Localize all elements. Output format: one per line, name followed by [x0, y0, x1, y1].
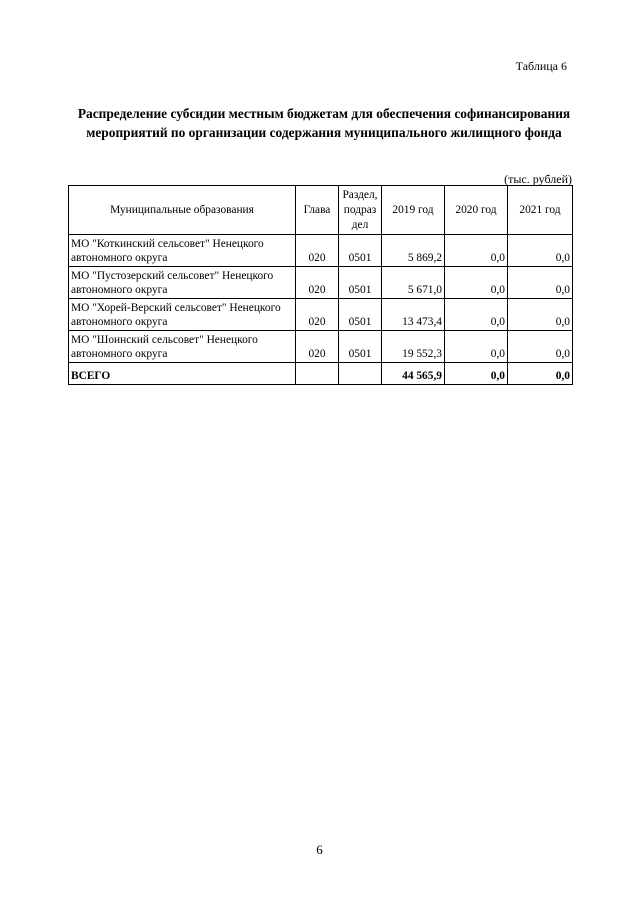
- glava-cell: 020: [296, 331, 339, 363]
- razdel-cell: 0501: [339, 267, 382, 299]
- value-2020-cell: 0,0: [445, 267, 508, 299]
- value-2019-cell: 5 869,2: [382, 235, 445, 267]
- total-label-cell: ВСЕГО: [69, 363, 296, 385]
- total-row: [69, 363, 573, 385]
- razdel-cell: 0501: [339, 235, 382, 267]
- municipality-cell: МО "Шоинский сельсовет" Ненецкого автономного округа: [69, 331, 296, 363]
- column-header-2019: 2019 год: [382, 186, 445, 235]
- glava-cell: 020: [296, 267, 339, 299]
- value-2021-cell: 0,0: [508, 235, 573, 267]
- total-2020-cell: 0,0: [445, 363, 508, 385]
- table-header-row: [69, 186, 573, 235]
- table-row: [69, 299, 573, 331]
- column-header-municipality: Муниципальные образования: [69, 186, 296, 235]
- total-2019-cell: 44 565,9: [382, 363, 445, 385]
- glava-cell: 020: [296, 299, 339, 331]
- razdel-cell: 0501: [339, 299, 382, 331]
- table-row: [69, 267, 573, 299]
- value-2020-cell: 0,0: [445, 331, 508, 363]
- document-title: [58, 104, 590, 142]
- page-number: 6: [316, 842, 323, 857]
- municipality-cell: МО "Коткинский сельсовет" Ненецкого автономного округа: [69, 235, 296, 267]
- municipality-cell: МО "Пустозерский сельсовет" Ненецкого автономного округа: [69, 267, 296, 299]
- subsidy-table: [68, 185, 573, 385]
- municipality-cell: МО "Хорей-Верский сельсовет" Ненецкого автономного округа: [69, 299, 296, 331]
- value-2021-cell: 0,0: [508, 331, 573, 363]
- title-line-2: мероприятий по организации содержания муниципального жилищного фонда: [86, 125, 562, 140]
- value-2021-cell: 0,0: [508, 267, 573, 299]
- value-2019-cell: 19 552,3: [382, 331, 445, 363]
- column-header-razdel: Раздел, подраз дел: [339, 186, 382, 235]
- total-razdel-cell: [339, 363, 382, 385]
- units-label: (тыс. рублей): [504, 172, 572, 186]
- column-header-2020: 2020 год: [445, 186, 508, 235]
- razdel-cell: 0501: [339, 331, 382, 363]
- total-2021-cell: 0,0: [508, 363, 573, 385]
- table-label: Таблица 6: [515, 59, 567, 73]
- title-line-1: Распределение субсидии местным бюджетам для обеспечения софинансирования: [77, 106, 571, 121]
- column-header-2021: 2021 год: [508, 186, 573, 235]
- glava-cell: 020: [296, 235, 339, 267]
- table-row: [69, 235, 573, 267]
- total-glava-cell: [296, 363, 339, 385]
- value-2020-cell: 0,0: [445, 299, 508, 331]
- value-2020-cell: 0,0: [445, 235, 508, 267]
- column-header-glava: Глава: [296, 186, 339, 235]
- value-2019-cell: 13 473,4: [382, 299, 445, 331]
- value-2021-cell: 0,0: [508, 299, 573, 331]
- value-2019-cell: 5 671,0: [382, 267, 445, 299]
- table-row: [69, 331, 573, 363]
